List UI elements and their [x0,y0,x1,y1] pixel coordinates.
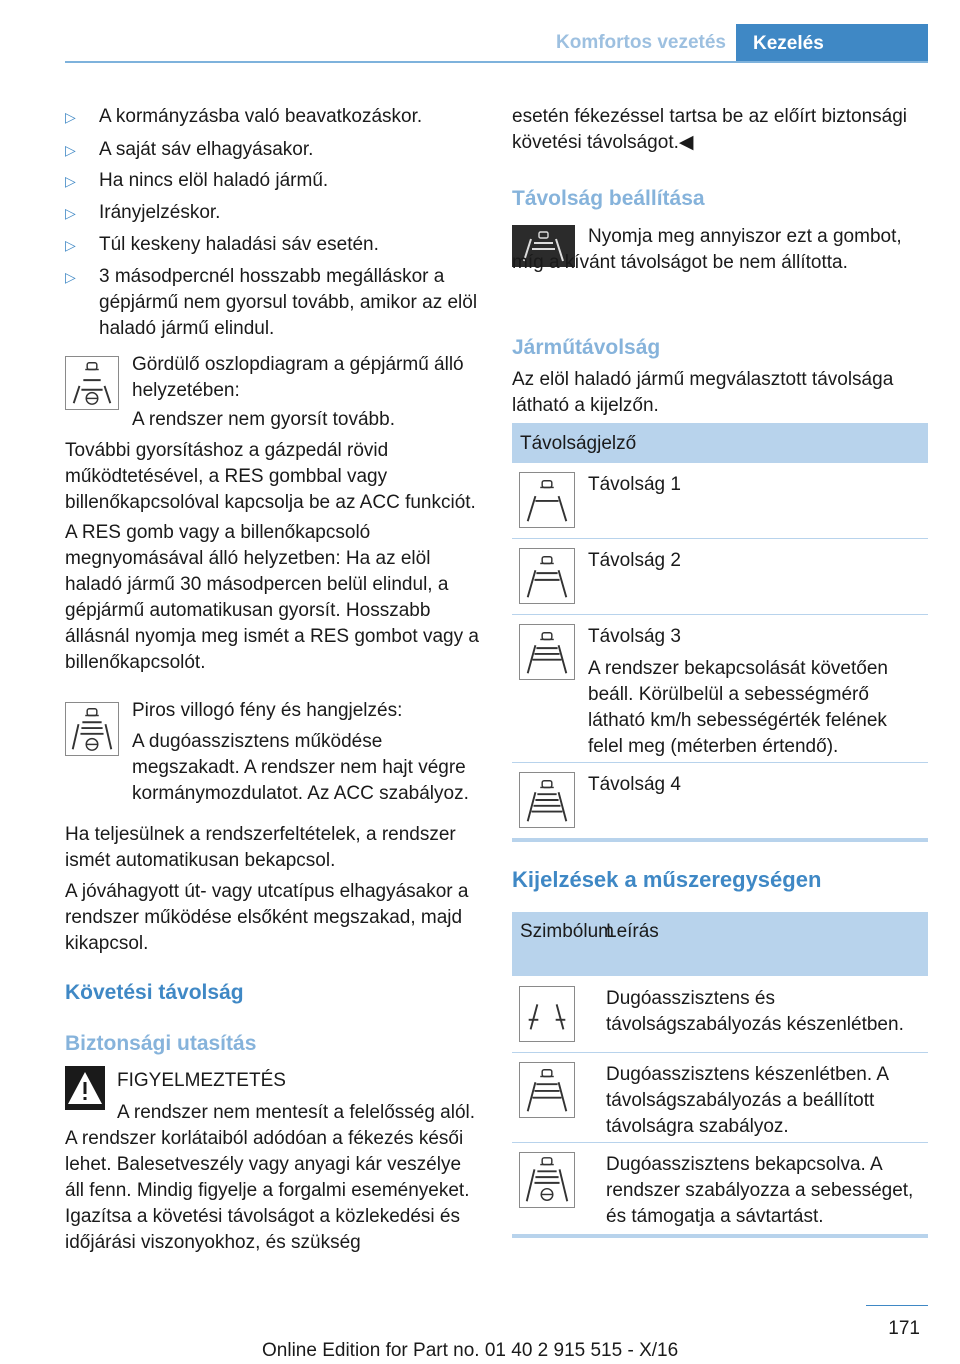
table-cell: Távolság 2 [588,550,681,571]
traffic-jam-standstill-icon [65,356,119,410]
table-divider [512,762,928,763]
icon2-description: Piros villogó fény és hangjelzés: [132,700,403,721]
table-cell: Távolság 3 [588,626,681,647]
page-number: 171 [888,1318,920,1339]
table-divider [512,614,928,615]
distance-3-icon [519,624,575,680]
paragraph: A jóváhagyott út- vagy utcatípus elhagyásakor a rendszer működése elsőként megszakad, majd kikapcsol. [65,881,469,954]
paragraph: További gyorsításhoz a gázpedál rövid működtetésével, a RES gombbal vagy billenőkapcsolóval kapcsolja be az ACC funkciót. [65,440,476,513]
table-cell: Távolság 1 [588,474,681,495]
warning-title: FIGYELMEZTETÉS [117,1070,286,1091]
paragraph: Az elöl haladó jármű megválasztott távolsága látható a kijelzőn. [512,369,894,416]
table-end-rule [512,1234,928,1238]
table-cell: Távolság 4 [588,774,681,795]
distance-instruction: Nyomja meg annyiszor ezt a gombot, míg a kívánt távolságot be nem állította. [512,226,902,273]
icon1-result: A rendszer nem gyorsít tovább. [132,409,395,430]
table-divider [512,1142,928,1143]
table-cell: Dugóasszisztens készenlétben. A távolságszabályozás a beállított távolságra szabályoz. [606,1064,889,1137]
paragraph: Ha teljesülnek a rendszerfeltételek, a rendszer ismét automatikusan bekapcsol. [65,824,456,871]
table-divider [512,1052,928,1053]
bullet-icon: ▷ [65,173,76,189]
table-header [512,423,928,463]
header-chapter-tab: Kezelés [736,24,928,63]
table-header-label: Távolságjelző [520,433,637,454]
bullet-icon: ▷ [65,269,76,285]
warning-text: A rendszer nem mentesít a felelősség alól. A rendszer korlátaiból adódóan a fékezés késői lehet. Balesetveszély vagy anyagi kár veszélye áll fenn. Mindig figyelje a forgalmi eseményeket. Igazítsa a követési távolságot a közlekedési és időjárási viszonyokhoz, és szükség [65,1102,476,1253]
jam-assist-ready-icon [519,986,575,1042]
paragraph: A RES gomb vagy a billenőkapcsoló megnyomásával álló helyzetben: Ha az elöl haladó jármű 30 másodpercen belül elindul, a gépjármű automatikusan gyorsít. Hosszabb állásnál nyomja meg ismét a RES gombot vagy a billenőkapcsolót. [65,522,479,673]
section-heading: Kijelzések a műszeregységen [512,867,822,892]
table-cell-description: A rendszer bekapcsolását követően beáll. Körülbelül a sebességmérő látható km/h sebességérték felének felel meg (méterben értendő). [588,658,888,757]
subsection-heading: Távolság beállítása [512,187,705,210]
distance-1-icon [519,472,575,528]
traffic-jam-interrupted-icon [65,702,119,756]
table-header-symbol: Szimbólum [520,921,614,942]
distance-4-icon [519,772,575,828]
section-heading: Követési távolság [65,981,244,1004]
table-header [512,912,928,976]
table-divider [512,538,928,539]
edition-note: Online Edition for Part no. 01 40 2 915 515 - X/16 [262,1340,679,1361]
icon1-description: Gördülő oszlopdiagram a gépjármű álló helyzetében: [132,354,464,401]
icon2-result: A dugóasszisztens működése megszakadt. A rendszer nem hajt végre kormánymozdulatot. Az ACC szabályoz. [132,731,469,804]
bullet-icon: ▷ [65,205,76,221]
footer-rule [866,1305,928,1306]
jam-assist-standby-icon [519,1062,575,1118]
subsection-heading: Biztonsági utasítás [65,1032,257,1055]
distance-2-icon [519,548,575,604]
bullet-icon: ▷ [65,109,76,125]
continued-text: esetén fékezéssel tartsa be az előírt biztonsági követési távolságot.◀ [512,106,908,153]
bullet-icon: ▷ [65,142,76,158]
jam-assist-active-icon [519,1152,575,1208]
table-cell: Dugóasszisztens és távolságszabályozás készenlétben. [606,988,904,1035]
header-rule [65,61,928,63]
table-header-description: Leírás [606,921,659,942]
header-section-title: Komfortos vezetés [556,32,726,53]
subsection-heading: Járműtávolság [512,336,661,359]
table-cell: Dugóasszisztens bekapcsolva. A rendszer szabályozza a sebességet, és támogatja a sávtartást. [606,1154,914,1227]
table-end-rule [512,838,928,842]
bullet-icon: ▷ [65,237,76,253]
